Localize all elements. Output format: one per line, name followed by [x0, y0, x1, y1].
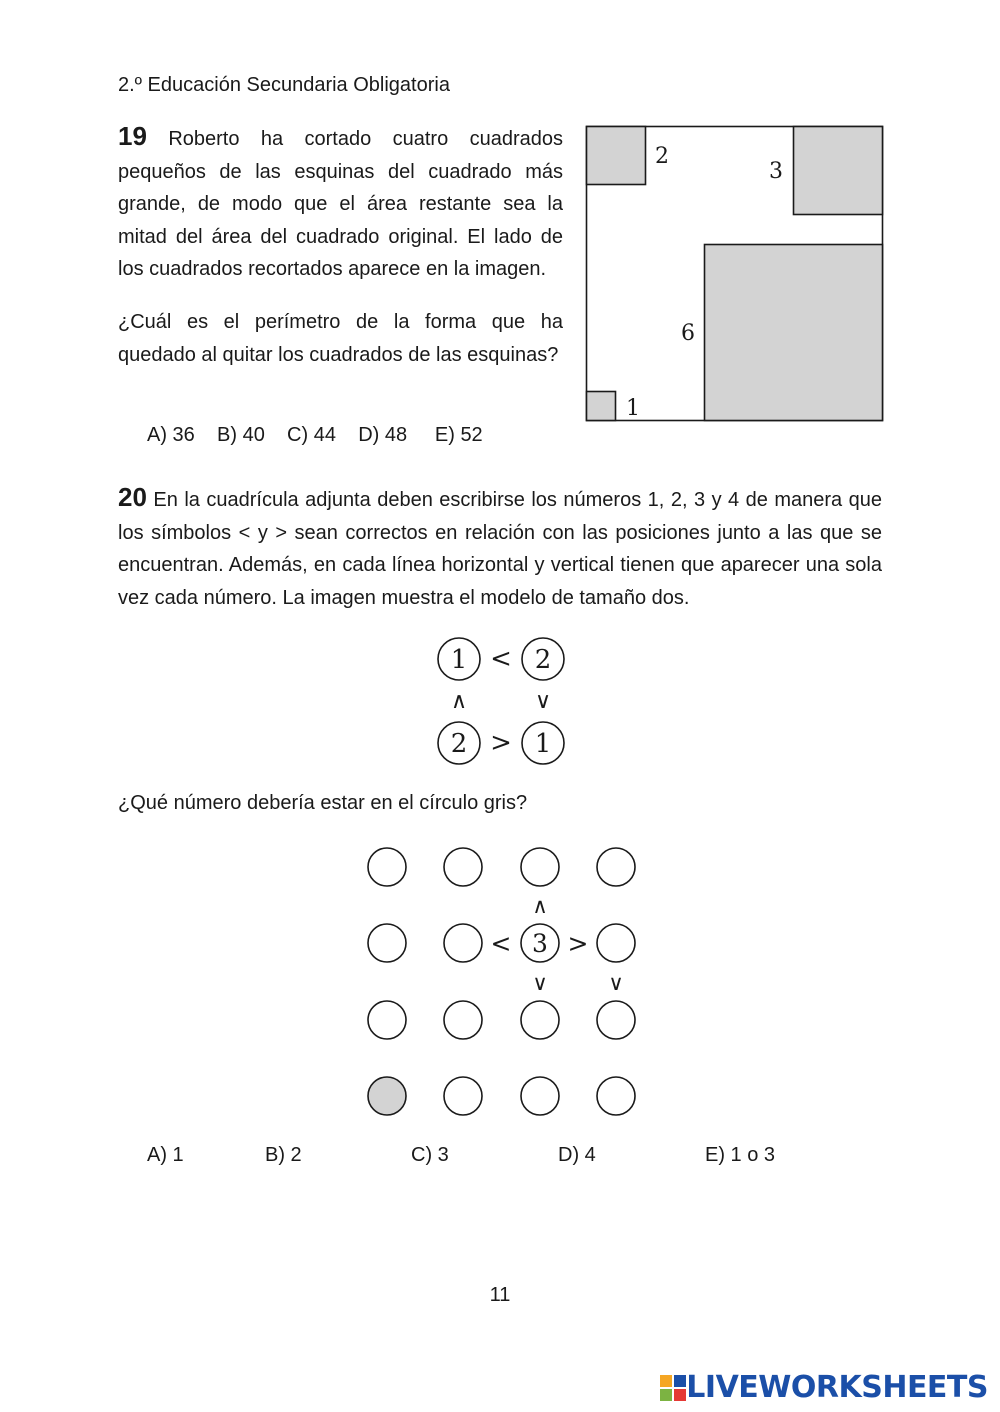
up-sign: ∧: [450, 689, 468, 714]
label-side-1: 1: [626, 396, 640, 421]
q20-number: 20: [118, 482, 147, 512]
grid-circle: [444, 848, 482, 886]
grid-circle: [521, 848, 559, 886]
grid-circle: [597, 848, 635, 886]
example-value: 2: [534, 645, 552, 675]
example-value: 1: [534, 729, 552, 759]
liveworksheets-logo: [660, 1370, 988, 1405]
q20-question: ¿Qué número debería estar en el círculo gris?: [118, 792, 528, 814]
gray-circle: [368, 1077, 406, 1115]
grid-circle: [597, 1077, 635, 1115]
answer-option-d: D) 4: [558, 1144, 596, 1166]
grid-circle: [444, 1077, 482, 1115]
example-value: 2: [450, 729, 468, 759]
grid-circle: [368, 924, 406, 962]
greater-than-sign: >: [567, 929, 589, 958]
logo-text: LIVEWORKSHEETS: [686, 1370, 988, 1405]
grid-circle: [521, 1001, 559, 1039]
answer-option-e: E) 1 o 3: [705, 1144, 776, 1166]
down-sign: ∨: [534, 689, 552, 714]
logo-icon: [660, 1375, 686, 1401]
answer-option-c: C) 3: [411, 1144, 449, 1166]
label-side-3: 3: [769, 159, 783, 184]
q20-puzzle-grid: [350, 840, 660, 1130]
grid-circle: [521, 1077, 559, 1115]
q20-example-grid: [420, 630, 580, 770]
grid-circle: [597, 924, 635, 962]
less-than-sign: <: [490, 644, 512, 674]
page-number: 11: [489, 1284, 511, 1306]
up-sign: ∧: [532, 894, 548, 918]
given-value: 3: [532, 929, 548, 958]
greater-than-sign: >: [490, 728, 512, 758]
document-header: 2.º Educación Secundaria Obligatoria: [118, 74, 450, 96]
q19-figure: [580, 120, 890, 428]
corner-square-top-right: [794, 127, 883, 215]
down-sign: ∨: [532, 971, 548, 995]
q19-text: Roberto ha cortado cuatro cuadrados pequeños de las esquinas del cuadrado más grande, de modo que el área restante sea la mitad del área del cuadrado original. El lado de los cuadrados recortados aparece en la imagen.: [118, 128, 563, 280]
q19-number: 19: [118, 121, 147, 151]
less-than-sign: <: [490, 929, 512, 958]
grid-circle: [444, 924, 482, 962]
corner-square-bottom-left: [587, 392, 616, 421]
answer-option-b: B) 2: [265, 1144, 302, 1166]
q19-options: A) 36 B) 40 C) 44 D) 48 E) 52: [147, 424, 483, 446]
corner-square-bottom-right: [705, 245, 883, 421]
q19-statement: [118, 120, 563, 286]
down-sign: ∨: [608, 971, 624, 995]
q19-question: ¿Cuál es el perímetro de la forma que ha quedado al quitar los cuadrados de las esquinas?: [118, 311, 563, 366]
example-value: 1: [450, 645, 468, 675]
grid-circle: [368, 1001, 406, 1039]
answer-option-a: A) 1: [147, 1144, 184, 1166]
corner-square-top-left: [587, 127, 646, 185]
grid-circle: [597, 1001, 635, 1039]
grid-circle: [444, 1001, 482, 1039]
q20-statement: [118, 481, 882, 614]
label-side-6: 6: [681, 321, 695, 346]
q20-text: En la cuadrícula adjunta deben escribirse los números 1, 2, 3 y 4 de manera que los símbolos < y > sean correctos en relación con las posiciones junto a las que se encuentran. Además, en cada línea horizontal y vertical tienen que aparecer una sola vez cada número. La imagen muestra el modelo de tamaño dos.: [118, 489, 883, 609]
grid-circle: [368, 848, 406, 886]
label-side-2: 2: [655, 144, 669, 169]
